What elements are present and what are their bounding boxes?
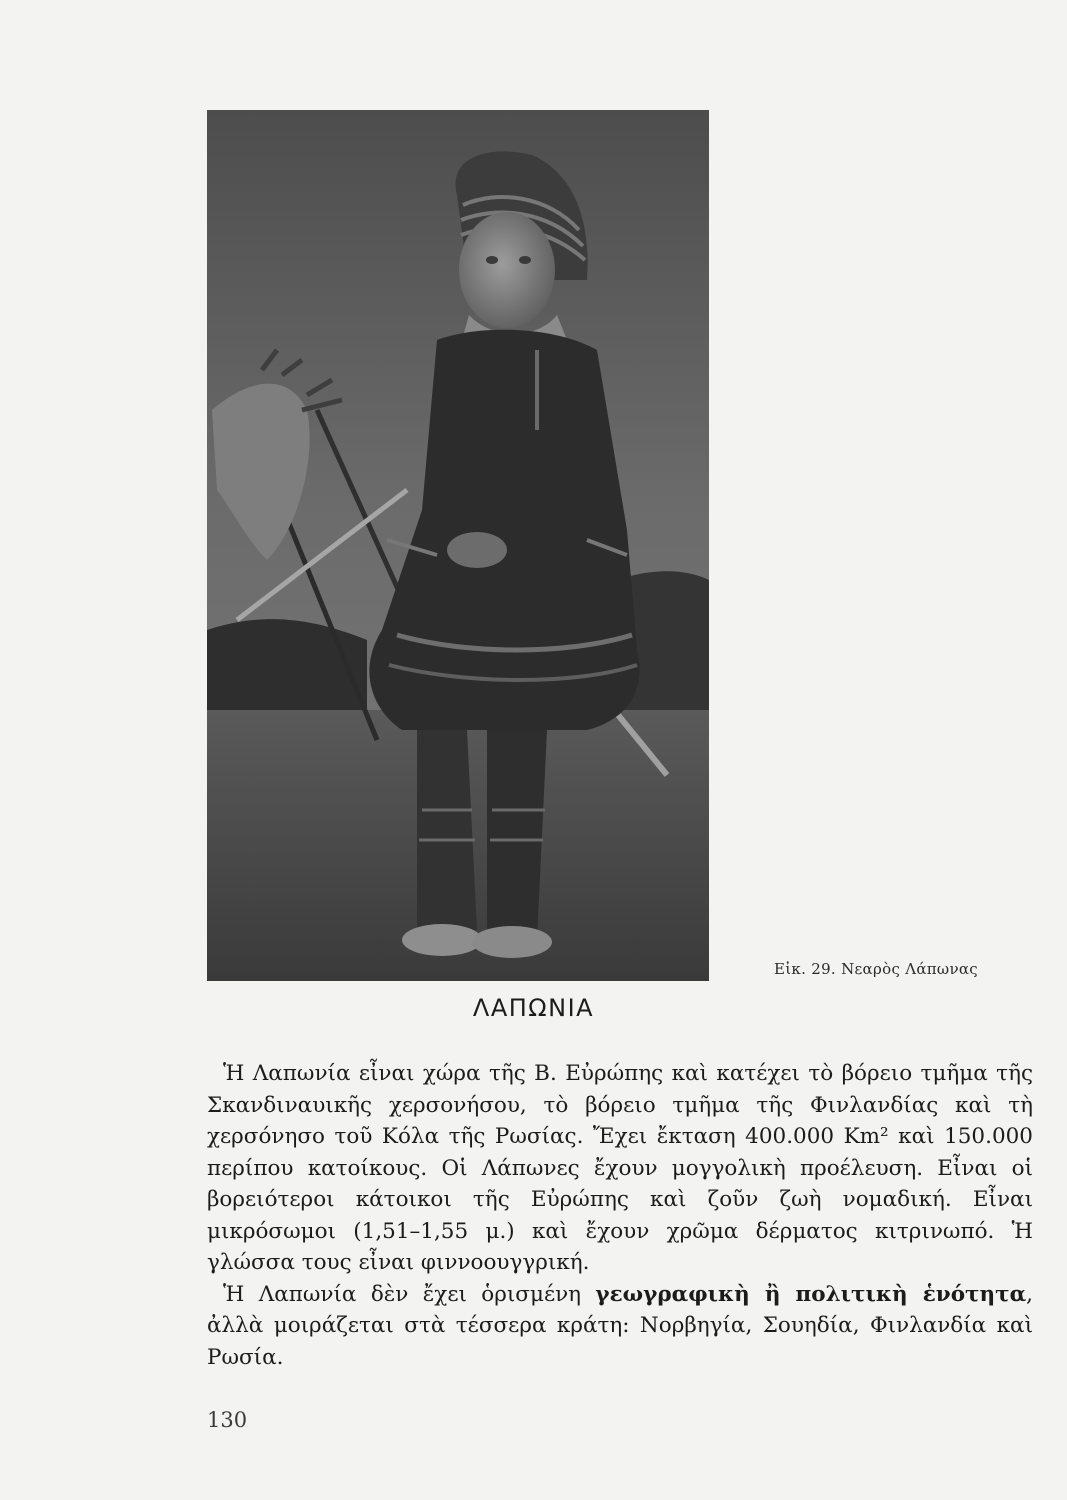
paragraph-2 xyxy=(207,1279,1033,1374)
section-title: ΛΑΠΩΝΙΑ xyxy=(472,994,595,1022)
body-text xyxy=(207,1058,1033,1373)
paragraph-1: Ἡ Λαπωνία εἶναι χώρα τῆς Β. Εὐρώπης καὶ κατέχει τὸ βόρειο τμῆμα τῆς Σκανδιναυικῆς χερσονήσου, τὸ βόρειο τμῆμα τῆς Φινλανδίας καὶ τὴ χερσόνησο τοῦ Κόλα τῆς Ρωσίας. Ἔχει ἔκταση 400.000 Km² καὶ 150.000 περίπου κατοίκους. Οἱ Λάπωνες ἔχουν μογγολικὴ προέλευση. Εἶναι οἱ βορειότεροι κάτοικοι τῆς Εὐρώπης καὶ ζοῦν ζωὴ νομαδική. Εἶναι μικρόσωμοι (1,51–1,55 μ.) καὶ ἔχουν χρῶμα δέρματος κιτρινωπό. Ἡ γλώσσα τους εἶναι φιννοουγγρική. xyxy=(207,1061,1033,1275)
paragraph-2-end: , ἀλλὰ μοιράζεται στὰ τέσσερα κράτη: Νορβηγία, Σουηδία, Φινλανδία καὶ Ρωσία. xyxy=(207,1281,1033,1370)
paragraph-2-emphasis: γεωγραφικὴ ἢ πολιτικὴ ἑνότητα xyxy=(595,1281,1027,1307)
figure-caption: Εἰκ. 29. Νεαρὸς Λάπωνας xyxy=(774,960,979,978)
page-number: 130 xyxy=(207,1408,248,1432)
paragraph-2-start: Ἡ Λαπωνία δὲν ἔχει ὁρισμένη xyxy=(223,1281,596,1307)
child-portrait-photo xyxy=(207,110,709,981)
